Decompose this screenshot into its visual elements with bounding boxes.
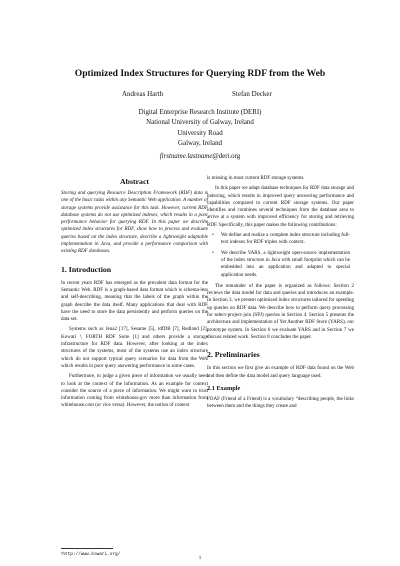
list-item-text: We describe YARS, a lightweight open-source implementation of the index structure in Java with small footprint which can be embedded into an application and adapted to special application needs.: [221, 249, 350, 278]
affiliation-block: [0, 108, 400, 150]
body-paragraph: In recent years RDF has emerged as the prevalent data format for the Semantic Web. RDF is a graph-based data format which is schema-less and self-describing, meaning that the labels of the graph within the graph describe the data itself. Many applications that deal with RDF have the need to store the data persistently and perform queries on the data set.: [61, 279, 208, 323]
section-heading-preliminaries: 2. Preliminaries: [207, 350, 260, 360]
footnote-link[interactable]: http://www.kowari.org/: [62, 552, 121, 557]
list-item-text: We define and realize a complete index structure including full-text indexes for RDF triples with context.: [221, 232, 350, 246]
page-number: 1: [198, 556, 202, 561]
left-column: [61, 177, 208, 413]
footnote-divider: [61, 548, 113, 549]
section-heading-introduction: 1. Introduction: [61, 264, 112, 274]
affiliation-line: National University of Galway, Ireland: [146, 119, 254, 127]
abstract-text: Storing and querying Resource Description Framework (RDF) data is one of the basic tasks within any Semantic Web application. A number of storage systems provide assistance for this task. However, current RDF database systems do not use optimized indexes, which results in a poor performance behavior for querying RDF. In this paper we describe optimized index structures for RDF, show how to process and evaluate queries based on the index structure, describe a lightweight adaptable implementation in Java, and provide a performance comparison with existing RDF databases.: [61, 190, 208, 255]
list-item: [207, 232, 354, 247]
body-paragraph: In this section we first give an example of RDF data found on the Web and then define the data model and query language used.: [207, 365, 354, 379]
bullet-icon: •: [212, 232, 214, 239]
email-name: firstname.lastname: [159, 153, 213, 160]
body-paragraph: FOAF (Friend of a Friend) is a vocabulary “describing people, the links between them and the things they create and: [207, 395, 354, 410]
affiliation-line: Digital Enterprise Research Institute (DERI): [138, 109, 262, 116]
email-address: [0, 153, 400, 160]
body-paragraph: is missing in most current RDF storage systems.: [207, 175, 305, 181]
contribution-list: [207, 232, 354, 279]
body-paragraph: Systems such as Jena2 [17], Sesame [5], rdfDB [7], Redland [2], Kowari ¹, FORTH RDF Suite [1] and others provide a storage infrastructure for RDF data. However, after looking at the index structures of the systems, most of the systems use an index structure which do not support typical query scenarios for data from the Web which results in poor query answering performance in some cases.: [61, 326, 208, 369]
bullet-icon: •: [212, 249, 214, 256]
paper-title: Optimized Index Structures for Querying RDF from the Web: [74, 68, 326, 79]
footnote-mark: ¹: [61, 551, 63, 556]
list-item: [207, 250, 354, 279]
author-name: Andreas Harth: [122, 90, 164, 98]
body-paragraph: The remainder of the paper is organized as follows: Section 2 reviews the data model for data and queries and introduces an example. In Section 3, we present optimized index structures tailored for speeding up queries on RDF data. We describe how to perform query processing for select-project-join (SPJ) queries in Section 4. Section 5 presents the architecture and implementation of Yet Another RDF Store (YARS), our prototype system. In Section 6 we evaluate YARS and in Section 7 we discuss related work. Section 8 concludes the paper.: [207, 282, 354, 340]
abstract-heading: Abstract: [119, 177, 149, 186]
author-name: Stefan Decker: [232, 90, 272, 98]
body-paragraph: Furthermore, to judge a given piece of information we usually need to look at the context of the information. As an example for context consider the source of a piece of information. We might want to trust information coming from whitehouse.gov more than information from whitehouse.com (or vice versa). However, the notion of context: [61, 373, 208, 409]
affiliation-line: Galway, Ireland: [178, 140, 222, 148]
body-paragraph: In this paper we adapt database techniques for RDF data storage and indexing, which results in improved query answering performance and capabilities compared to current RDF storage systems. Our paper identifies and combines several techniques from the database area to arrive at a system with improved efficiency for storing and retrieving RDF. Specifically, this paper makes the following contributions:: [207, 185, 354, 228]
right-column: [207, 175, 354, 413]
email-domain: @deri.org: [212, 153, 241, 160]
subsection-heading-example: 2.1 Example: [207, 384, 241, 392]
affiliation-line: University Road: [177, 129, 223, 137]
